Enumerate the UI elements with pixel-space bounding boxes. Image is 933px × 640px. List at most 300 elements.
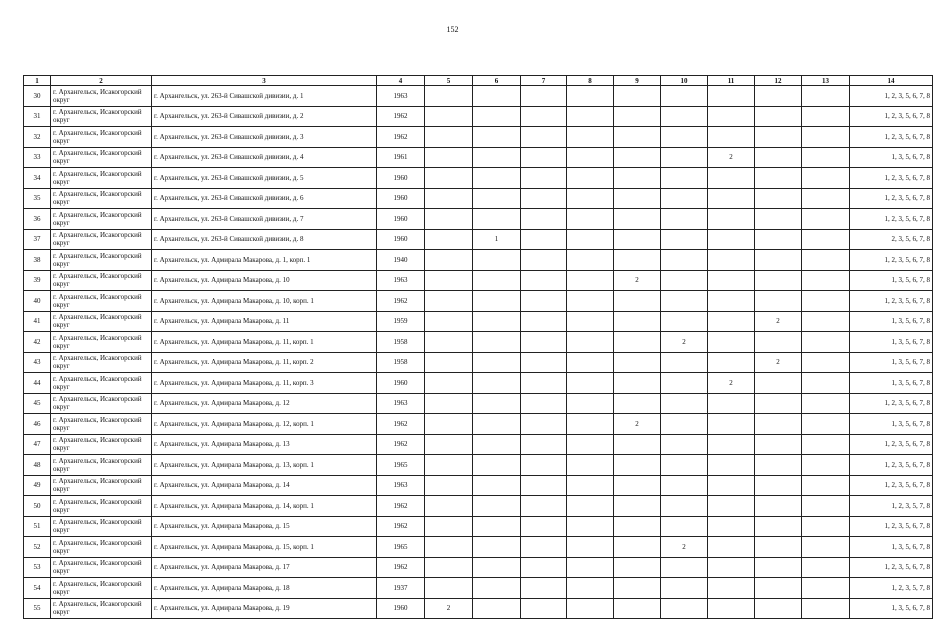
mark-cell-col-7 [521, 127, 567, 148]
mark-cell-col-10 [661, 373, 708, 394]
mark-cell-col-10 [661, 250, 708, 271]
codes-cell: 1, 2, 3, 5, 6, 7, 8 [850, 106, 933, 127]
location-cell: г. Архангельск, Исакогорский округ [51, 291, 152, 312]
mark-cell-col-13 [802, 352, 850, 373]
mark-cell-col-5 [425, 414, 473, 435]
mark-cell-col-9 [614, 578, 661, 599]
row-number: 34 [24, 168, 51, 189]
mark-cell-col-11 [708, 393, 755, 414]
address-cell: г. Архангельск, ул. Адмирала Макарова, д. 14 [152, 475, 377, 496]
column-header-8: 8 [567, 76, 614, 86]
codes-cell: 1, 3, 5, 6, 7, 8 [850, 598, 933, 619]
mark-cell-col-10 [661, 475, 708, 496]
address-cell: г. Архангельск, ул. Адмирала Макарова, д. 11, корп. 3 [152, 373, 377, 394]
mark-cell-col-5 [425, 434, 473, 455]
mark-cell-col-7 [521, 414, 567, 435]
codes-cell: 1, 2, 3, 5, 6, 7, 8 [850, 168, 933, 189]
mark-cell-col-8 [567, 270, 614, 291]
row-number: 32 [24, 127, 51, 148]
mark-cell-col-12 [755, 578, 802, 599]
address-cell: г. Архангельск, ул. 263-й Сивашской дивизии, д. 1 [152, 86, 377, 107]
table-row [24, 414, 933, 435]
column-header-4: 4 [377, 76, 425, 86]
mark-cell-col-13 [802, 147, 850, 168]
year-cell: 1963 [377, 393, 425, 414]
mark-cell-col-10 [661, 598, 708, 619]
mark-cell-col-9 [614, 598, 661, 619]
location-cell: г. Архангельск, Исакогорский округ [51, 578, 152, 599]
mark-cell-col-6 [473, 311, 521, 332]
year-cell: 1963 [377, 475, 425, 496]
mark-cell-col-9 [614, 229, 661, 250]
mark-cell-col-8 [567, 332, 614, 353]
mark-cell-col-12 [755, 229, 802, 250]
year-cell: 1963 [377, 86, 425, 107]
mark-cell-col-9 [614, 516, 661, 537]
address-cell: г. Архангельск, ул. Адмирала Макарова, д. 10, корп. 1 [152, 291, 377, 312]
mark-cell-col-12 [755, 537, 802, 558]
mark-cell-col-13 [802, 537, 850, 558]
mark-cell-col-13 [802, 106, 850, 127]
table-row [24, 393, 933, 414]
mark-cell-col-5 [425, 291, 473, 312]
mark-cell-col-11 [708, 168, 755, 189]
table-row [24, 373, 933, 394]
codes-cell: 1, 2, 3, 5, 6, 7, 8 [850, 127, 933, 148]
mark-cell-col-11 [708, 455, 755, 476]
row-number: 49 [24, 475, 51, 496]
mark-cell-col-5 [425, 373, 473, 394]
row-number: 30 [24, 86, 51, 107]
year-cell: 1961 [377, 147, 425, 168]
mark-cell-col-13 [802, 598, 850, 619]
mark-cell-col-10 [661, 311, 708, 332]
mark-cell-col-8 [567, 188, 614, 209]
row-number: 36 [24, 209, 51, 230]
address-cell: г. Архангельск, ул. Адмирала Макарова, д. 12 [152, 393, 377, 414]
mark-cell-col-7 [521, 455, 567, 476]
mark-cell-col-7 [521, 291, 567, 312]
mark-cell-col-12 [755, 106, 802, 127]
table-row [24, 557, 933, 578]
codes-cell: 1, 3, 5, 6, 7, 8 [850, 147, 933, 168]
mark-cell-col-9 [614, 250, 661, 271]
column-header-10: 10 [661, 76, 708, 86]
mark-cell-col-13 [802, 86, 850, 107]
mark-cell-col-11 [708, 352, 755, 373]
location-cell: г. Архангельск, Исакогорский округ [51, 352, 152, 373]
mark-cell-col-13 [802, 414, 850, 435]
mark-cell-col-13 [802, 557, 850, 578]
row-number: 31 [24, 106, 51, 127]
year-cell: 1940 [377, 250, 425, 271]
row-number: 33 [24, 147, 51, 168]
mark-cell-col-8 [567, 598, 614, 619]
mark-cell-col-6 [473, 86, 521, 107]
mark-cell-col-13 [802, 578, 850, 599]
mark-cell-col-8 [567, 373, 614, 394]
mark-cell-col-8 [567, 516, 614, 537]
mark-cell-col-8 [567, 229, 614, 250]
address-cell: г. Архангельск, ул. 263-й Сивашской дивизии, д. 5 [152, 168, 377, 189]
location-cell: г. Архангельск, Исакогорский округ [51, 86, 152, 107]
codes-cell: 1, 3, 5, 6, 7, 8 [850, 352, 933, 373]
mark-cell-col-5 [425, 352, 473, 373]
location-cell: г. Архангельск, Исакогорский округ [51, 598, 152, 619]
mark-cell-col-8 [567, 291, 614, 312]
location-cell: г. Архангельск, Исакогорский округ [51, 127, 152, 148]
table-row [24, 311, 933, 332]
table-row [24, 352, 933, 373]
mark-cell-col-10 [661, 188, 708, 209]
codes-cell: 1, 3, 5, 6, 7, 8 [850, 537, 933, 558]
year-cell: 1962 [377, 496, 425, 517]
location-cell: г. Архангельск, Исакогорский округ [51, 311, 152, 332]
mark-cell-col-9 [614, 106, 661, 127]
mark-cell-col-11 [708, 557, 755, 578]
table-row [24, 291, 933, 312]
codes-cell: 1, 2, 3, 5, 6, 7, 8 [850, 393, 933, 414]
mark-cell-col-13 [802, 229, 850, 250]
mark-cell-col-5 [425, 188, 473, 209]
address-cell: г. Архангельск, ул. Адмирала Макарова, д. 13, корп. 1 [152, 455, 377, 476]
address-cell: г. Архангельск, ул. Адмирала Макарова, д. 1, корп. 1 [152, 250, 377, 271]
row-number: 51 [24, 516, 51, 537]
row-number: 54 [24, 578, 51, 599]
mark-cell-col-10 [661, 557, 708, 578]
mark-cell-col-12 [755, 291, 802, 312]
table-row [24, 229, 933, 250]
table-row [24, 434, 933, 455]
table-row [24, 332, 933, 353]
year-cell: 1962 [377, 127, 425, 148]
mark-cell-col-10 [661, 516, 708, 537]
mark-cell-col-6 [473, 455, 521, 476]
page-number: 152 [446, 25, 459, 34]
mark-cell-col-12 [755, 496, 802, 517]
mark-cell-col-12 [755, 147, 802, 168]
location-cell: г. Архангельск, Исакогорский округ [51, 475, 152, 496]
mark-cell-col-9 [614, 373, 661, 394]
address-cell: г. Архангельск, ул. 263-й Сивашской дивизии, д. 4 [152, 147, 377, 168]
codes-cell: 1, 3, 5, 6, 7, 8 [850, 270, 933, 291]
mark-cell-col-6 [473, 106, 521, 127]
mark-cell-col-5 [425, 229, 473, 250]
mark-cell-col-12 [755, 127, 802, 148]
table-row [24, 537, 933, 558]
mark-cell-col-12 [755, 393, 802, 414]
table-row [24, 496, 933, 517]
mark-cell-col-11 [708, 291, 755, 312]
mark-cell-col-7 [521, 578, 567, 599]
mark-cell-col-10 [661, 127, 708, 148]
mark-cell-col-7 [521, 496, 567, 517]
mark-cell-col-13 [802, 455, 850, 476]
mark-cell-col-6 [473, 127, 521, 148]
column-header-1: 1 [24, 76, 51, 86]
mark-cell-col-10: 2 [661, 537, 708, 558]
address-cell: г. Архангельск, ул. Адмирала Макарова, д. 10 [152, 270, 377, 291]
column-header-11: 11 [708, 76, 755, 86]
mark-cell-col-5 [425, 332, 473, 353]
mark-cell-col-7 [521, 516, 567, 537]
codes-cell: 1, 2, 3, 5, 7, 8 [850, 496, 933, 517]
mark-cell-col-7 [521, 147, 567, 168]
codes-cell: 1, 2, 3, 5, 6, 7, 8 [850, 291, 933, 312]
mark-cell-col-5 [425, 270, 473, 291]
year-cell: 1965 [377, 455, 425, 476]
mark-cell-col-5 [425, 393, 473, 414]
mark-cell-col-10 [661, 352, 708, 373]
mark-cell-col-7 [521, 352, 567, 373]
column-header-9: 9 [614, 76, 661, 86]
table-row [24, 516, 933, 537]
codes-cell: 1, 2, 3, 5, 6, 7, 8 [850, 516, 933, 537]
mark-cell-col-11 [708, 209, 755, 230]
codes-cell: 1, 3, 5, 6, 7, 8 [850, 311, 933, 332]
mark-cell-col-12 [755, 168, 802, 189]
mark-cell-col-8 [567, 414, 614, 435]
row-number: 53 [24, 557, 51, 578]
location-cell: г. Архангельск, Исакогорский округ [51, 393, 152, 414]
year-cell: 1960 [377, 229, 425, 250]
mark-cell-col-12 [755, 516, 802, 537]
mark-cell-col-9 [614, 352, 661, 373]
table-row [24, 106, 933, 127]
location-cell: г. Архангельск, Исакогорский округ [51, 557, 152, 578]
row-number: 35 [24, 188, 51, 209]
mark-cell-col-13 [802, 393, 850, 414]
mark-cell-col-7 [521, 209, 567, 230]
mark-cell-col-12 [755, 434, 802, 455]
mark-cell-col-9 [614, 496, 661, 517]
table-row [24, 188, 933, 209]
mark-cell-col-8 [567, 393, 614, 414]
column-header-13: 13 [802, 76, 850, 86]
table-row [24, 250, 933, 271]
codes-cell: 1, 2, 3, 5, 6, 7, 8 [850, 557, 933, 578]
codes-cell: 2, 3, 5, 6, 7, 8 [850, 229, 933, 250]
mark-cell-col-5 [425, 516, 473, 537]
mark-cell-col-6 [473, 332, 521, 353]
table-row [24, 270, 933, 291]
location-cell: г. Архангельск, Исакогорский округ [51, 250, 152, 271]
mark-cell-col-8 [567, 496, 614, 517]
mark-cell-col-6 [473, 352, 521, 373]
mark-cell-col-5 [425, 147, 473, 168]
mark-cell-col-7 [521, 598, 567, 619]
mark-cell-col-13 [802, 496, 850, 517]
mark-cell-col-13 [802, 332, 850, 353]
mark-cell-col-11 [708, 598, 755, 619]
codes-cell: 1, 2, 3, 5, 6, 7, 8 [850, 455, 933, 476]
mark-cell-col-7 [521, 373, 567, 394]
mark-cell-col-11 [708, 332, 755, 353]
mark-cell-col-11 [708, 578, 755, 599]
mark-cell-col-12: 2 [755, 311, 802, 332]
mark-cell-col-10 [661, 168, 708, 189]
mark-cell-col-9 [614, 475, 661, 496]
mark-cell-col-7 [521, 86, 567, 107]
mark-cell-col-9: 2 [614, 414, 661, 435]
mark-cell-col-13 [802, 209, 850, 230]
location-cell: г. Архангельск, Исакогорский округ [51, 373, 152, 394]
address-cell: г. Архангельск, ул. 263-й Сивашской дивизии, д. 3 [152, 127, 377, 148]
mark-cell-col-12 [755, 414, 802, 435]
table-row [24, 127, 933, 148]
mark-cell-col-6 [473, 434, 521, 455]
mark-cell-col-6 [473, 270, 521, 291]
location-cell: г. Архангельск, Исакогорский округ [51, 537, 152, 558]
row-number: 52 [24, 537, 51, 558]
row-number: 44 [24, 373, 51, 394]
mark-cell-col-9 [614, 557, 661, 578]
mark-cell-col-10 [661, 414, 708, 435]
year-cell: 1962 [377, 434, 425, 455]
mark-cell-col-5 [425, 537, 473, 558]
mark-cell-col-6 [473, 516, 521, 537]
table-body [24, 86, 933, 619]
mark-cell-col-5 [425, 475, 473, 496]
mark-cell-col-11 [708, 86, 755, 107]
mark-cell-col-12 [755, 86, 802, 107]
row-number: 46 [24, 414, 51, 435]
location-cell: г. Архангельск, Исакогорский округ [51, 188, 152, 209]
mark-cell-col-8 [567, 455, 614, 476]
address-cell: г. Архангельск, ул. 263-й Сивашской дивизии, д. 2 [152, 106, 377, 127]
row-number: 48 [24, 455, 51, 476]
mark-cell-col-6 [473, 557, 521, 578]
mark-cell-col-9 [614, 188, 661, 209]
mark-cell-col-5 [425, 455, 473, 476]
row-number: 55 [24, 598, 51, 619]
mark-cell-col-9 [614, 168, 661, 189]
table-row [24, 147, 933, 168]
year-cell: 1962 [377, 291, 425, 312]
mark-cell-col-12 [755, 557, 802, 578]
mark-cell-col-5 [425, 106, 473, 127]
mark-cell-col-11: 2 [708, 147, 755, 168]
location-cell: г. Архангельск, Исакогорский округ [51, 455, 152, 476]
year-cell: 1965 [377, 537, 425, 558]
year-cell: 1958 [377, 332, 425, 353]
row-number: 45 [24, 393, 51, 414]
column-header-6: 6 [473, 76, 521, 86]
mark-cell-col-8 [567, 434, 614, 455]
row-number: 41 [24, 311, 51, 332]
mark-cell-col-9 [614, 434, 661, 455]
mark-cell-col-13 [802, 475, 850, 496]
mark-cell-col-6 [473, 393, 521, 414]
mark-cell-col-5 [425, 311, 473, 332]
row-number: 37 [24, 229, 51, 250]
year-cell: 1962 [377, 414, 425, 435]
mark-cell-col-10 [661, 106, 708, 127]
mark-cell-col-9 [614, 147, 661, 168]
mark-cell-col-8 [567, 311, 614, 332]
mark-cell-col-5 [425, 578, 473, 599]
mark-cell-col-13 [802, 311, 850, 332]
table-row [24, 475, 933, 496]
mark-cell-col-10 [661, 434, 708, 455]
row-number: 50 [24, 496, 51, 517]
codes-cell: 1, 2, 3, 5, 6, 7, 8 [850, 209, 933, 230]
codes-cell: 1, 2, 3, 5, 6, 7, 8 [850, 434, 933, 455]
address-cell: г. Архангельск, ул. Адмирала Макарова, д. 12, корп. 1 [152, 414, 377, 435]
mark-cell-col-9 [614, 455, 661, 476]
mark-cell-col-8 [567, 147, 614, 168]
location-cell: г. Архангельск, Исакогорский округ [51, 516, 152, 537]
building-registry-table [23, 75, 933, 619]
mark-cell-col-9 [614, 311, 661, 332]
mark-cell-col-12 [755, 250, 802, 271]
year-cell: 1960 [377, 209, 425, 230]
mark-cell-col-5 [425, 209, 473, 230]
codes-cell: 1, 2, 3, 5, 6, 7, 8 [850, 475, 933, 496]
mark-cell-col-6 [473, 291, 521, 312]
mark-cell-col-7 [521, 332, 567, 353]
table-row [24, 455, 933, 476]
year-cell: 1937 [377, 578, 425, 599]
mark-cell-col-8 [567, 557, 614, 578]
mark-cell-col-10 [661, 496, 708, 517]
mark-cell-col-11 [708, 475, 755, 496]
mark-cell-col-5 [425, 168, 473, 189]
year-cell: 1960 [377, 598, 425, 619]
address-cell: г. Архангельск, ул. Адмирала Макарова, д. 11 [152, 311, 377, 332]
mark-cell-col-10: 2 [661, 332, 708, 353]
mark-cell-col-9 [614, 86, 661, 107]
address-cell: г. Архангельск, ул. Адмирала Макарова, д. 17 [152, 557, 377, 578]
address-cell: г. Архангельск, ул. Адмирала Макарова, д. 11, корп. 2 [152, 352, 377, 373]
mark-cell-col-9 [614, 127, 661, 148]
mark-cell-col-12 [755, 455, 802, 476]
mark-cell-col-10 [661, 455, 708, 476]
codes-cell: 1, 3, 5, 6, 7, 8 [850, 332, 933, 353]
mark-cell-col-7 [521, 475, 567, 496]
mark-cell-col-5 [425, 496, 473, 517]
mark-cell-col-13 [802, 291, 850, 312]
year-cell: 1962 [377, 557, 425, 578]
mark-cell-col-10 [661, 209, 708, 230]
mark-cell-col-7 [521, 250, 567, 271]
header-row [24, 76, 933, 86]
year-cell: 1963 [377, 270, 425, 291]
column-header-5: 5 [425, 76, 473, 86]
mark-cell-col-6 [473, 414, 521, 435]
mark-cell-col-7 [521, 168, 567, 189]
mark-cell-col-12 [755, 209, 802, 230]
mark-cell-col-11 [708, 311, 755, 332]
table-row [24, 168, 933, 189]
mark-cell-col-7 [521, 393, 567, 414]
mark-cell-col-6 [473, 496, 521, 517]
mark-cell-col-11 [708, 229, 755, 250]
location-cell: г. Архангельск, Исакогорский округ [51, 414, 152, 435]
mark-cell-col-5 [425, 127, 473, 148]
address-cell: г. Архангельск, ул. 263-й Сивашской дивизии, д. 6 [152, 188, 377, 209]
mark-cell-col-6 [473, 250, 521, 271]
mark-cell-col-7 [521, 106, 567, 127]
mark-cell-col-6 [473, 598, 521, 619]
mark-cell-col-13 [802, 250, 850, 271]
year-cell: 1962 [377, 516, 425, 537]
mark-cell-col-5 [425, 86, 473, 107]
mark-cell-col-6: 1 [473, 229, 521, 250]
row-number: 47 [24, 434, 51, 455]
table-row [24, 209, 933, 230]
row-number: 39 [24, 270, 51, 291]
